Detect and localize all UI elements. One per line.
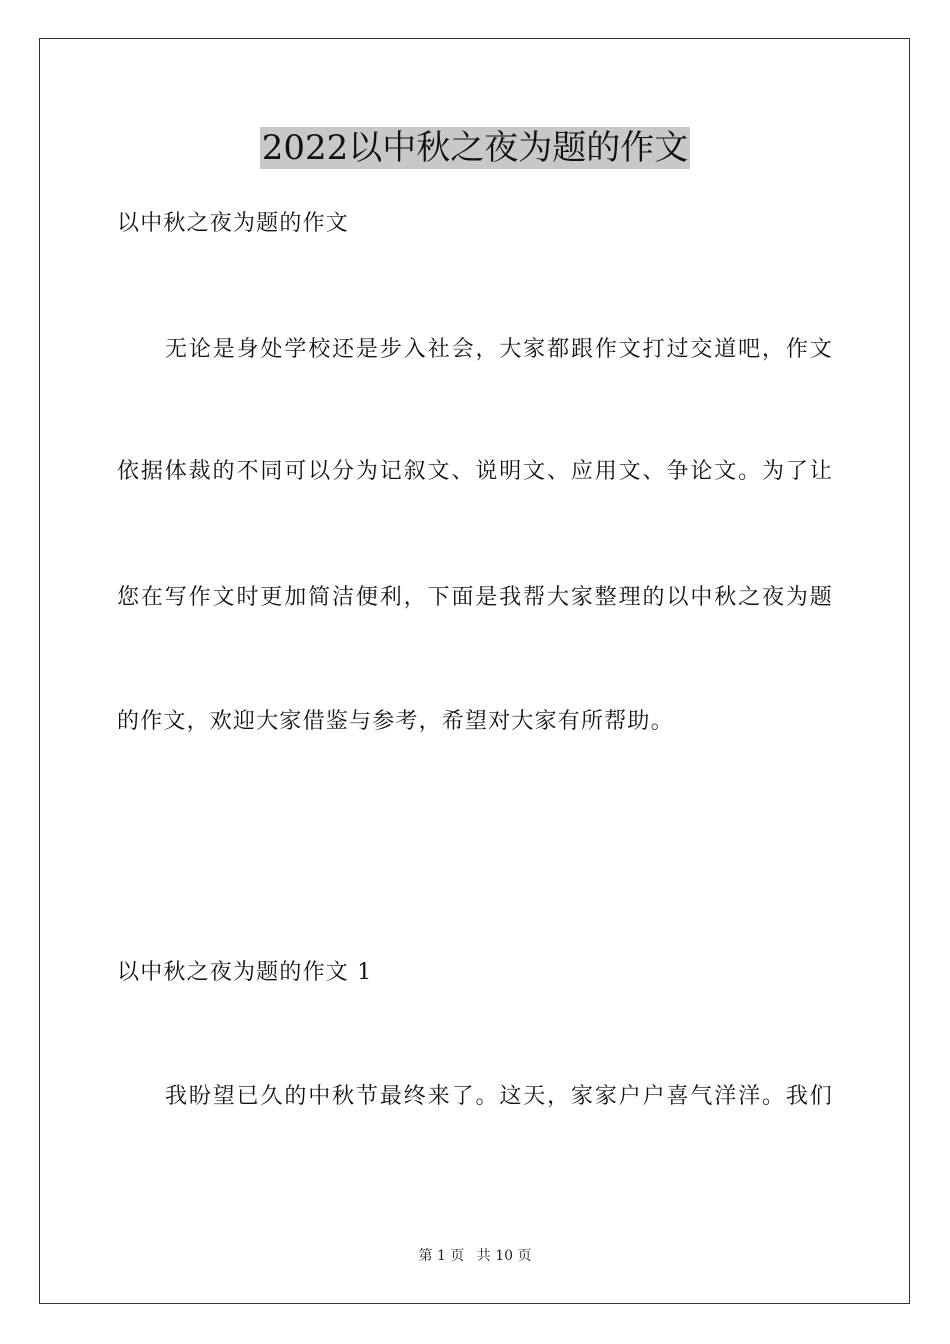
- intro-line-4: 的作文，欢迎大家借鉴与参考，希望对大家有所帮助。: [117, 709, 674, 734]
- page-footer: [0, 1246, 950, 1266]
- section-line-1: 我盼望已久的中秋节最终来了。这天，家家户户喜气洋洋。我们: [165, 1084, 833, 1109]
- intro-line-1: 无论是身处学校还是步入社会，大家都跟作文打过交道吧，作文: [165, 337, 833, 362]
- title-container: [0, 127, 950, 169]
- document-subtitle: 以中秋之夜为题的作文: [117, 211, 350, 236]
- intro-line-3: 您在写作文时更加简洁便利，下面是我帮大家整理的以中秋之夜为题: [117, 585, 833, 610]
- page-number: 第 1 页: [418, 1248, 465, 1264]
- document-title: 2022以中秋之夜为题的作文: [261, 128, 689, 168]
- section-heading: 以中秋之夜为题的作文 1: [117, 960, 373, 985]
- page-total: 共 10 页: [476, 1248, 532, 1264]
- intro-line-2: 依据体裁的不同可以分为记叙文、说明文、应用文、争论文。为了让: [117, 459, 833, 484]
